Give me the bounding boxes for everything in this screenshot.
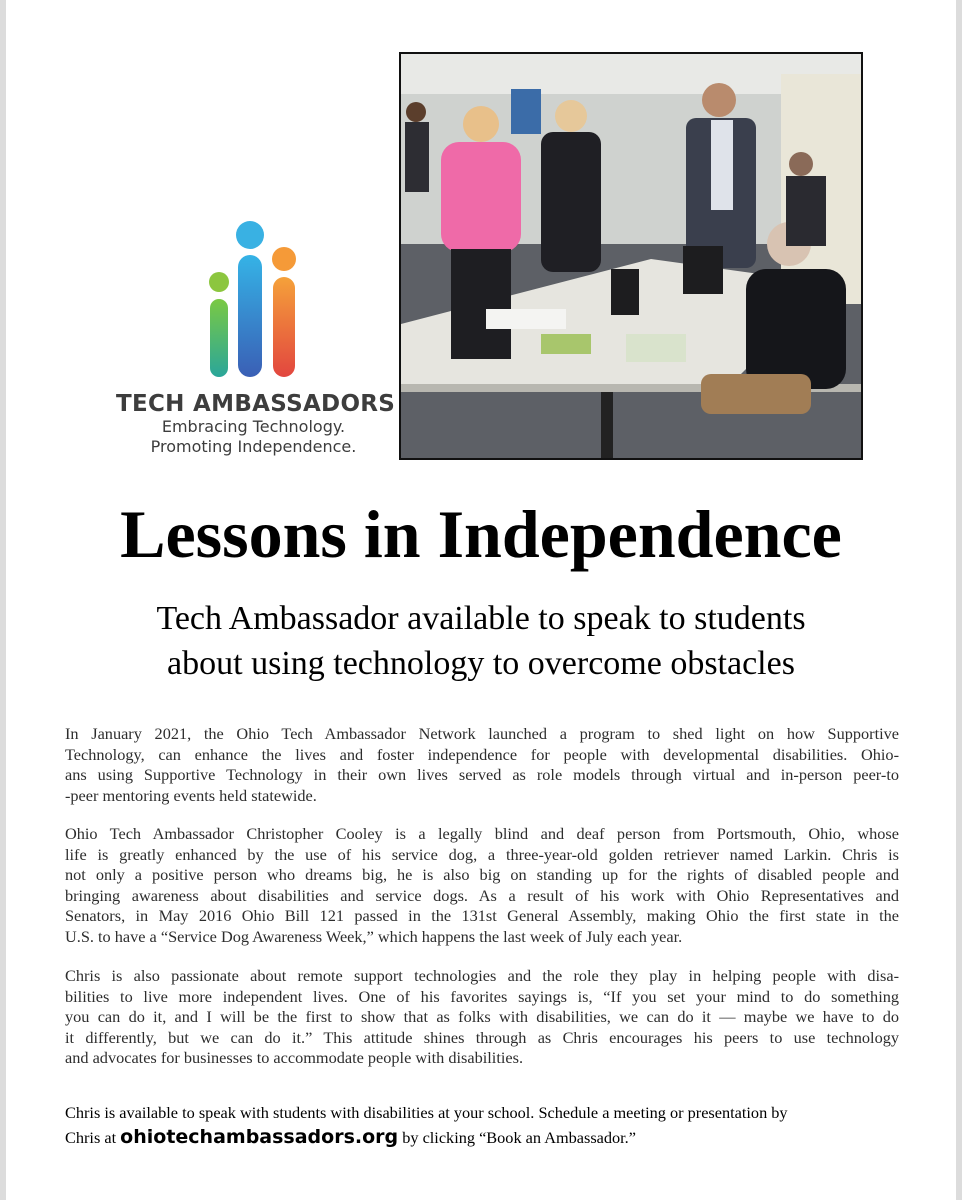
text-line: bilities to live more independent lives. One of his favorites sayings is, “If you set your mind to do something xyxy=(65,986,899,1006)
subtitle-line-1: Tech Ambassador available to speak to students xyxy=(156,600,806,637)
text-line: life is greatly enhanced by the use of his service dog, a three-year-old golden retriever named Larkin. Chris is xyxy=(65,844,899,864)
text-line: ans using Supportive Technology in their own lives served as role models through virtual and in-person peer-to xyxy=(65,765,899,784)
text-line: U.S. to have a “Service Dog Awareness Week,” which happens the last week of July each year. xyxy=(65,926,683,946)
tech-ambassadors-logo xyxy=(116,215,396,465)
text-line: Senators, in May 2016 Ohio Bill 121 passed in the 131st General Assembly, making Ohio the first state in the xyxy=(65,906,899,925)
event-photo-icon xyxy=(401,54,861,458)
cta-suffix: by clicking “Book an Ambassador.” xyxy=(398,1128,636,1147)
website-link[interactable]: ohiotechambassadors.org xyxy=(120,1126,399,1148)
text-line: In January 2021, the Ohio Tech Ambassador Network launched a program to shed light on how Supportive xyxy=(65,724,899,743)
page-title: Lessons in Independence xyxy=(120,496,842,572)
flyer-page xyxy=(6,0,956,1200)
text-line: it differently, but we can do it.” This attitude shines through as Chris encourages his peers to use technology xyxy=(65,1027,899,1047)
text-line: you can do it, and I will be the first to show that as folks with disabilities, we can do it — maybe we have to do xyxy=(65,1007,899,1026)
cta-prefix: Chris at xyxy=(65,1128,121,1147)
paragraph-quote xyxy=(65,966,899,1069)
subtitle-line-2: about using technology to overcome obstacles xyxy=(167,645,795,682)
text-line: and advocates for businesses to accommodate people with disabilities. xyxy=(65,1048,524,1067)
text-line: Technology, can enhance the lives and foster independence for people with developmental disabilities. Ohio- xyxy=(65,744,899,764)
cta-line-2 xyxy=(65,1125,905,1150)
text-line: Ohio Tech Ambassador Christopher Cooley is a legally blind and deaf person from Portsmouth, Ohio, whose xyxy=(65,824,899,843)
call-to-action xyxy=(65,1101,905,1150)
event-photo xyxy=(399,52,863,460)
logo-wordmark: TECH AMBASSADORS xyxy=(116,391,396,417)
logo-tagline-1: Embracing Technology. xyxy=(161,417,346,436)
text-line: not only a positive person who dreams big, he is also big on standing up for the rights of disabled people and xyxy=(65,865,899,884)
people-logo-icon xyxy=(200,215,310,380)
paragraph-bio xyxy=(65,824,899,947)
text-line: bringing awareness about disabilities and service dogs. As a result of his work with Ohio Representatives and xyxy=(65,885,899,905)
cta-line-1: Chris is available to speak with students with disabilities at your school. Schedule a meeting or presentation by xyxy=(65,1103,788,1122)
logo-tagline-2: Promoting Independence. xyxy=(150,437,357,456)
text-line: -peer mentoring events held statewide. xyxy=(65,785,317,805)
text-line: Chris is also passionate about remote support technologies and the role they play in helping people with disa- xyxy=(65,966,899,985)
paragraph-intro xyxy=(65,724,899,806)
